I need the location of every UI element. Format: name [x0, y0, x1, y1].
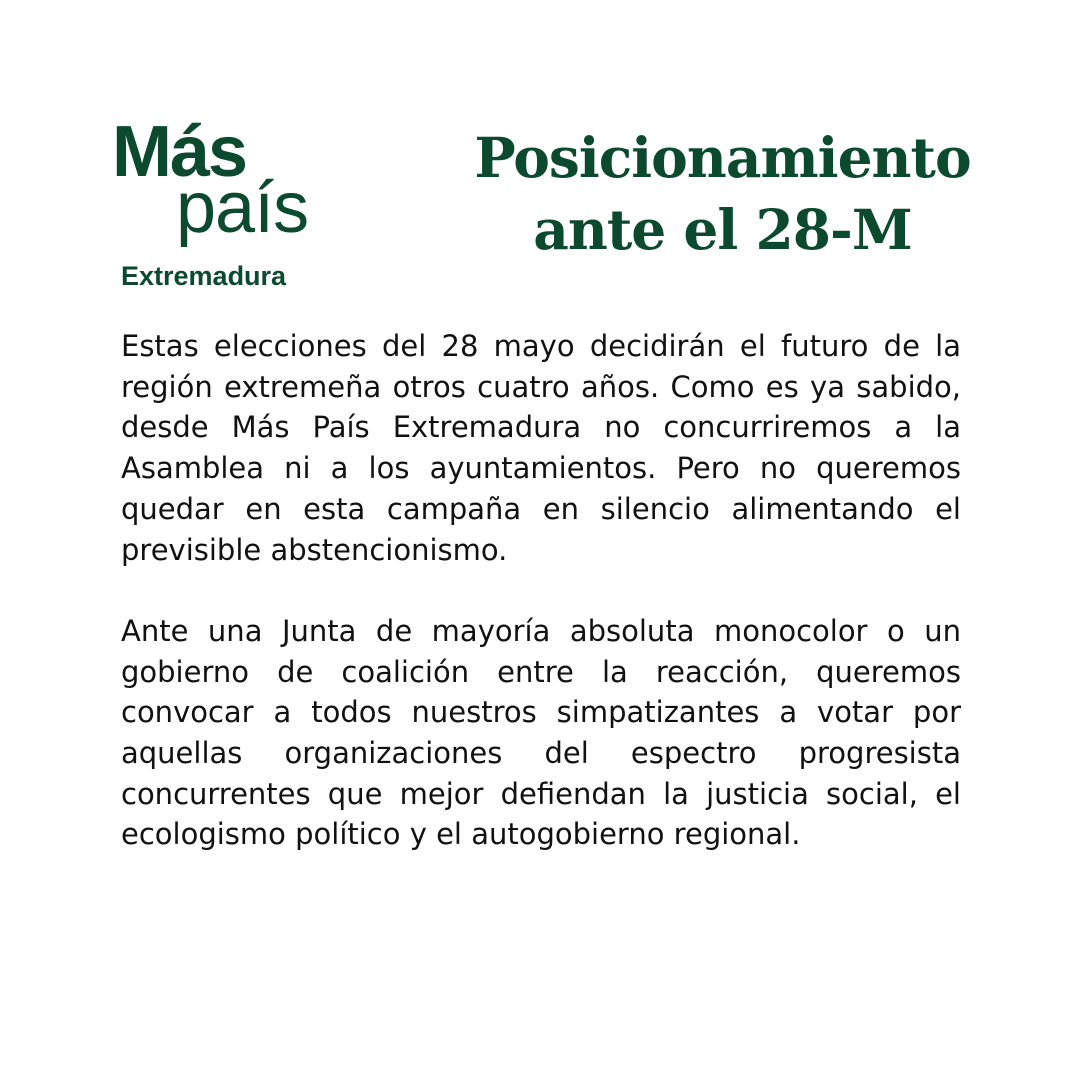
logo-region-text: Extremadura [121, 261, 287, 291]
statement-paragraph-2: Ante una Junta de mayoría absoluta monocolor o un gobierno de coalición entre la reacción, queremos convocar a todos nuestros simpatizantes a votar por aquellas organizaciones del espectro progresista concurrentes que mejor defiendan la justicia social, el ecologismo político y el autogobierno regional. [121, 613, 961, 852]
statement-paragraph-1: Estas elecciones del 28 mayo decidirán el futuro de la región extremeña otros cuatro años. Como es ya sabido, desde Más País Extremadura no concurriremos a la Asamblea ni a los ayuntamientos. Pero no queremos quedar en esta campaña en silencio alimentando el previsible abstencionismo. [121, 329, 961, 567]
mas-pais-extremadura-logo [110, 112, 340, 302]
page-title [440, 122, 1005, 266]
logo-mas-text: Más [112, 112, 247, 192]
logo-pais-text: país [176, 168, 309, 248]
title-line-1: Posicionamiento [474, 125, 971, 190]
title-line-2: ante el 28-M [533, 197, 912, 262]
statement-body [121, 326, 961, 896]
